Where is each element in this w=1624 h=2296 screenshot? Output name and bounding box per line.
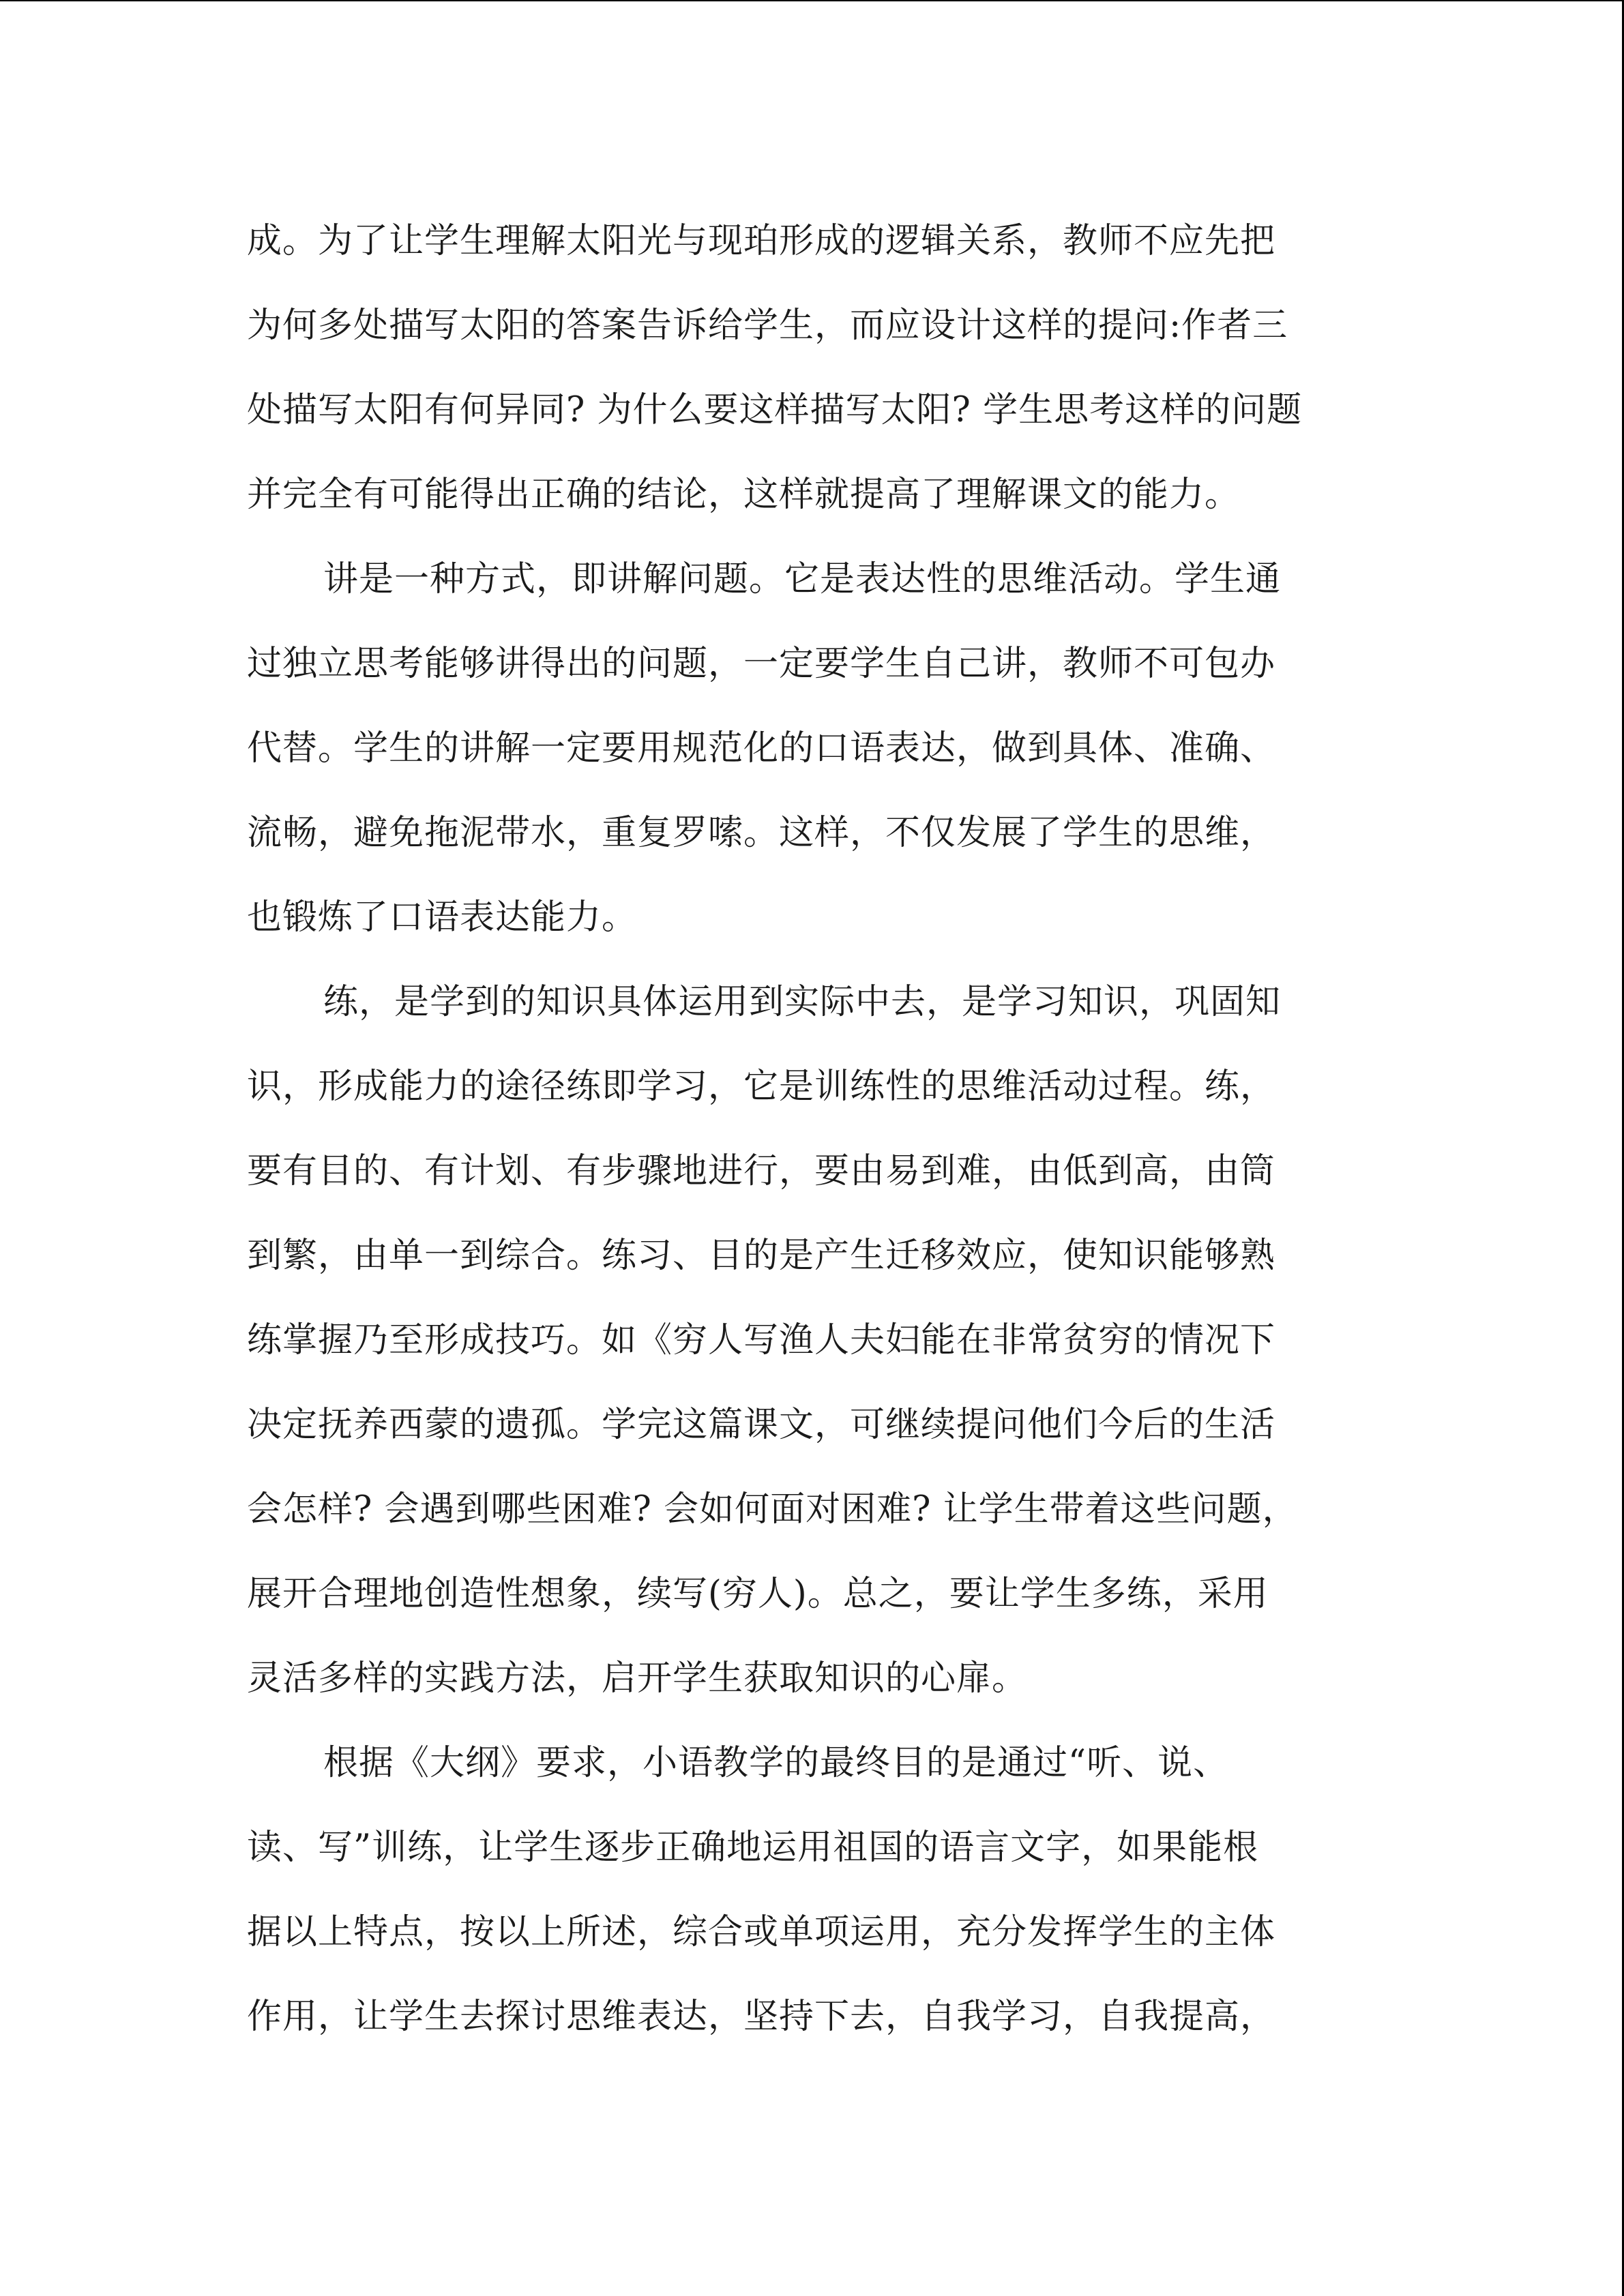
text-line: 读、写”训练，让学生逐步正确地运用祖国的语言文字，如果能根 (247, 1828, 1259, 1868)
text-line: 据以上特点，按以上所述，综合或单项运用，充分发挥学生的主体 (247, 1912, 1276, 1952)
text-line: 作用，让学生去探讨思维表达，坚持下去，自我学习，自我提高， (247, 1997, 1276, 2037)
text-line: 也锻炼了口语表达能力。 (247, 897, 638, 938)
text-line: 识，形成能力的途径练即学习，它是训练性的思维活动过程。练， (247, 1067, 1276, 1107)
text-line: 会怎样? 会遇到哪些困难? 会如何面对困难? 让学生带着这些问题， (247, 1489, 1298, 1530)
body-text (247, 199, 1386, 2059)
paragraph-first-line: 练，是学到的知识具体运用到实际中去，是学习知识，巩固知 (323, 982, 1282, 1022)
text-line: 成。为了让学生理解太阳光与现珀形成的逻辑关系，教师不应先把 (247, 221, 1276, 261)
text-line: 展开合理地创造性想象，续写(穷人)。总之，要让学生多练，采用 (247, 1574, 1269, 1614)
paragraph-first-line: 讲是一种方式，即讲解问题。它是表达性的思维活动。学生通 (323, 559, 1282, 599)
text-line: 练掌握乃至形成技巧。如《穷人写渔人夫妇能在非常贫穷的情况下 (247, 1320, 1276, 1360)
text-line: 到繁，由单一到综合。练习、目的是产生迁移效应，使知识能够熟 (247, 1236, 1276, 1276)
text-line: 代替。学生的讲解一定要用规范化的口语表达，做到具体、准确、 (247, 728, 1276, 769)
text-line: 为何多处描写太阳的答案告诉给学生，而应设计这样的提问:作者三 (247, 305, 1288, 346)
text-line: 要有目的、有计划、有步骤地进行，要由易到难，由低到高，由筒 (247, 1151, 1276, 1191)
paragraph-first-line: 根据《大纲》要求，小语教学的最终目的是通过“听、说、 (323, 1743, 1229, 1783)
text-line: 决定抚养西蒙的遗孤。学完这篇课文，可继续提问他们今后的生活 (247, 1405, 1276, 1445)
text-line: 处描写太阳有何异同? 为什么要这样描写太阳? 学生思考这样的问题 (247, 390, 1303, 430)
text-line: 过独立思考能够讲得出的问题，一定要学生自己讲，教师不可包办 (247, 644, 1276, 684)
text-line: 流畅，避免拖泥带水，重复罗嗦。这样，不仅发展了学生的思维， (247, 813, 1276, 853)
text-line: 灵活多样的实践方法，启开学生获取知识的心扉。 (247, 1658, 1028, 1699)
text-line: 并完全有可能得出正确的结论，这样就提高了理解课文的能力。 (247, 475, 1241, 515)
